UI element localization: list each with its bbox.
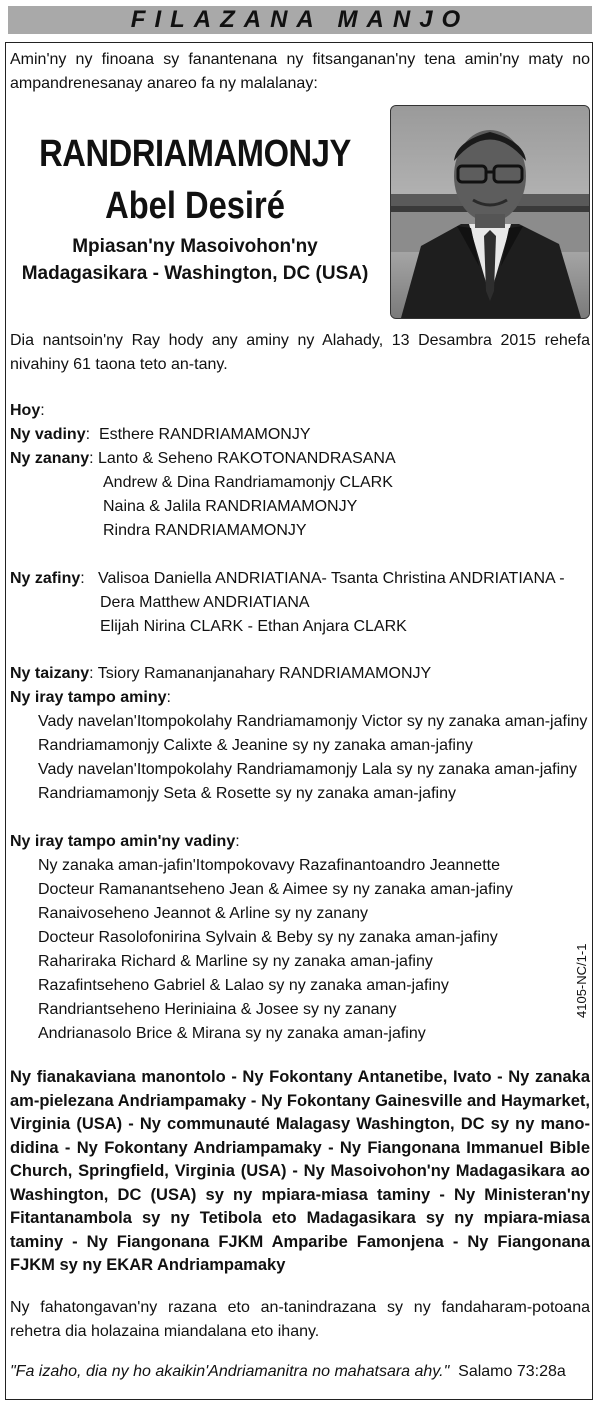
siblings-label: Ny iray tampo aminy — [10, 689, 167, 706]
spouse-sibling-entry: Rahariraka Richard & Marline sy ny zanaka aman-jafiny — [38, 953, 433, 970]
reference-code: 4105-NC/1-1 — [574, 943, 589, 1018]
great-grandchildren-label: Ny taizany — [10, 665, 90, 682]
child-name: Andrew & Dina Randriamamonjy CLARK — [103, 474, 393, 491]
sibling-entry: Randriamamonjy Calixte & Jeanine sy ny zanaka aman-jafiny — [38, 737, 473, 754]
verse-quote: "Fa izaho, dia ny ho akaikin'Andriamanitra no mahatsara ahy." — [10, 1363, 450, 1380]
siblings-line: Ny iray tampo aminy: — [10, 689, 171, 706]
spouse-siblings-line: Ny iray tampo amin'ny vadiny: — [10, 833, 240, 850]
spouse-sibling-entry: Docteur Rasolofonirina Sylvain & Beby sy ny zanaka aman-jafiny — [38, 929, 498, 946]
burial-notice: Ny fahatongavan'ny razana eto an-tanindrazana sy ny fandaharam-potoana rehetra dia holazaina miandalana eto ihany. — [10, 1299, 590, 1340]
deceased-surname: RANDRIAMAMONJY — [39, 133, 351, 175]
spouse-line: Ny vadiny: Esthere RANDRIAMAMONJY — [10, 426, 311, 443]
hoy-label: Hoy — [10, 402, 41, 419]
sibling-entry: Randriamamonjy Seta & Rosette sy ny zanaka aman-jafiny — [38, 785, 456, 802]
spouse-label: Ny vadiny — [10, 426, 86, 443]
death-notice: Dia nantsoin'ny Ray hody any aminy ny Alahady, 13 Desambra 2015 rehefa nivahiny 61 taona teto an-tany. — [10, 332, 590, 373]
grandchildren-line: Ny zafiny: Valisoa Daniella ANDRIATIANA- Tsanta Christina ANDRIATIANA - — [10, 570, 565, 587]
great-grandchild-name: Tsiory Ramananjanahary RANDRIAMAMONJY — [97, 665, 432, 682]
grandchild-name: Dera Matthew ANDRIATIANA — [100, 594, 310, 611]
closing-families: Ny fianakaviana manontolo - Ny Fokontany Antanetibe, Ivato - Ny zanaka am-pielezana Andriampamaky - Ny Fokontany Gainesville and Haymarket, Virginia (USA) - Ny communauté Malagasy Washington, DC sy ny mano-didina - Ny Fokontany Andriampamaky - Ny Fiangonana Immanuel Bible Church, Springfield, Virginia (USA) - Ny Masoivohon'ny Madagasikara ao Washington, DC (USA) sy ny mpiara-miasa taminy - Ny Ministeran'ny Fitantanambola sy ny Tetibola eto Madagasikara sy ny mpiara-miasa taminy - Ny Fiangonana FJKM Amparibe Famonjena - Ny Fiangonana FJKM sy ny EKAR Andriampamaky — [10, 1068, 590, 1274]
spouse-siblings-label: Ny iray tampo amin'ny vadiny — [10, 833, 236, 850]
grandchildren-label: Ny zafiny — [10, 570, 81, 587]
header-band — [8, 6, 592, 34]
spouse-sibling-entry: Ny zanaka aman-jafin'Itompokovavy Razafinantoandro Jeannette — [38, 857, 500, 874]
verse-reference: Salamo 73:28a — [458, 1363, 566, 1380]
spouse-sibling-entry: Randriantseheno Heriniaina & Josee sy ny zanany — [38, 1001, 397, 1018]
child-name: Lanto & Seheno RAKOTONANDRASANA — [98, 450, 396, 467]
spouse-sibling-entry: Razafintseheno Gabriel & Lalao sy ny zanaka aman-jafiny — [38, 977, 449, 994]
deceased-role-line1: Mpiasan'ny Masoivohon'ny — [72, 236, 318, 257]
grandchild-name: Elijah Nirina CLARK - Ethan Anjara CLARK — [100, 618, 407, 635]
verse-line — [10, 1360, 566, 1384]
spouse-sibling-entry: Ranaivoseheno Jeannot & Arline sy ny zanany — [38, 905, 368, 922]
spouse-name: Esthere RANDRIAMAMONJY — [98, 426, 311, 443]
spouse-sibling-entry: Andrianasolo Brice & Mirana sy ny zanaka aman-jafiny — [38, 1025, 426, 1042]
sibling-entry: Vady navelan'Itompokolahy Randriamamonjy Lala sy ny zanaka aman-jafiny — [38, 761, 578, 778]
great-grandchildren-line: Ny taizany: Tsiory Ramananjanahary RANDRIAMAMONJY — [10, 665, 432, 682]
hoy-line: Hoy: — [10, 402, 45, 419]
spouse-sibling-entry: Docteur Ramanantseheno Jean & Aimee sy ny zanaka aman-jafiny — [38, 881, 513, 898]
deceased-role-line2: Madagasikara - Washington, DC (USA) — [21, 263, 369, 284]
grandchild-name: Valisoa Daniella ANDRIATIANA- Tsanta Christina ANDRIATIANA - — [98, 570, 565, 587]
deceased-given-names: Abel Desiré — [105, 185, 285, 227]
portrait-photo — [390, 105, 590, 319]
sibling-entry: Vady navelan'Itompokolahy Randriamamonjy Victor sy ny zanaka aman-jafiny — [38, 713, 588, 730]
child-name: Rindra RANDRIAMAMONJY — [103, 522, 307, 539]
child-name: Naina & Jalila RANDRIAMAMONJY — [103, 498, 358, 515]
children-line: Ny zanany: Lanto & Seheno RAKOTONANDRASANA — [10, 450, 396, 467]
intro-text: Amin'ny ny finoana sy fanantenana ny fitsanganan'ny tena amin'ny maty no ampandrenesanay anareo fa ny malalanay: — [10, 51, 590, 92]
children-label: Ny zanany — [10, 450, 90, 467]
page-title: FILAZANA MANJO — [130, 6, 470, 33]
